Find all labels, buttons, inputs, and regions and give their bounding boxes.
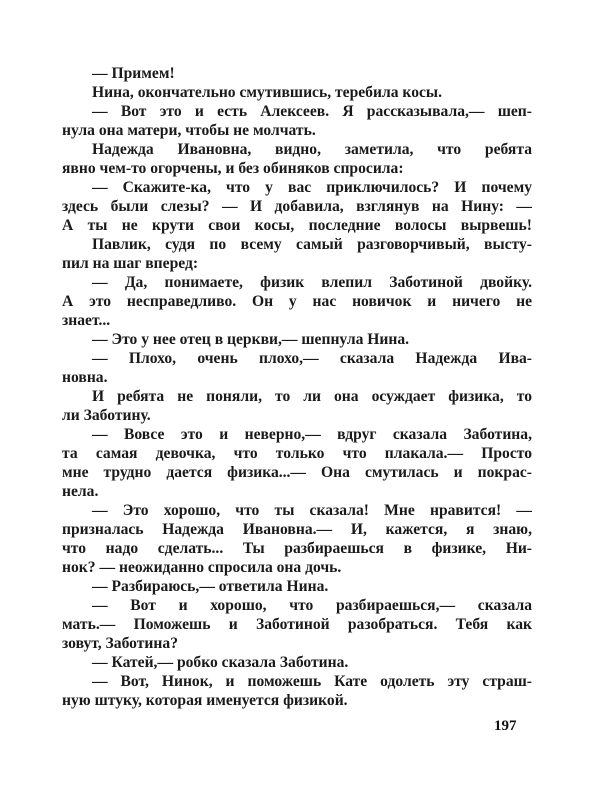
text-line: — Вот, Нинок, и поможешь Кате одолеть эту страш- [92, 673, 532, 690]
text-line: новна. [62, 369, 108, 386]
text-line: пил на шаг вперед: [62, 255, 199, 272]
text-line: — Это у нее отец в церкви,— шепнула Нина. [92, 331, 410, 348]
page-number: 197 [494, 718, 517, 734]
text-line: — Вот это и есть Алексеев. Я рассказывала,— шеп- [92, 103, 532, 120]
text-line: Павлик, судя по всему самый разговорчивый, высту- [92, 236, 532, 253]
text-line: — Примем! [92, 65, 175, 82]
text-line: нела. [62, 483, 99, 500]
text-line: Нина, окончательно смутившись, теребила косы. [92, 84, 442, 101]
text-line: мать.— Поможешь и Заботиной разобраться. Тебя как [62, 616, 532, 633]
text-line: — Разбираюсь,— ответила Нина. [92, 578, 329, 595]
text-line: — Вот и хорошо, что разбираешься,— сказала [92, 597, 532, 614]
text-line: та самая девочка, что только что плакала.— Просто [62, 445, 532, 462]
text-line: нок? — неожиданно спросила она дочь. [62, 559, 342, 576]
book-page-text [62, 64, 532, 710]
text-line: А это несправедливо. Он у нас новичок и ничего не [62, 293, 532, 310]
text-line: призналась Надежда Ивановна.— И, кажется, я знаю, [62, 521, 532, 538]
text-line: зовут, Заботина? [62, 635, 178, 652]
text-line: — Скажите-ка, что у вас приключилось? И почему [92, 179, 532, 196]
text-line: мне трудно дается физика...— Она смутилась и покрас- [62, 464, 532, 481]
text-line: знает... [62, 312, 111, 329]
text-line: что надо сделать... Ты разбираешься в физике, Ни- [62, 540, 532, 557]
text-line: явно чем-то огорчены, и без обиняков спросила: [62, 160, 404, 177]
text-line: А ты не крути свои косы, последние волосы вырвешь! [62, 217, 532, 234]
text-line: ли Заботину. [62, 407, 151, 424]
text-line: — Да, понимаете, физик влепил Заботиной двойку. [92, 274, 532, 291]
text-line: — Катей,— робко сказала Заботина. [92, 654, 349, 671]
text-line: И ребята не поняли, то ли она осуждает физика, то [92, 388, 532, 405]
text-line: — Это хорошо, что ты сказала! Мне нравится! — [92, 502, 532, 519]
text-line: — Вовсе это и неверно,— вдруг сказала Заботина, [92, 426, 532, 443]
text-line: здесь были слезы? — И добавила, взглянув на Нину: — [62, 198, 532, 215]
text-line: нула она матери, чтобы не молчать. [62, 122, 316, 139]
text-line: — Плохо, очень плохо,— сказала Надежда Ива- [92, 350, 532, 367]
text-line: Надежда Ивановна, видно, заметила, что ребята [92, 141, 532, 158]
text-line: ную штуку, которая именуется физикой. [62, 692, 348, 709]
